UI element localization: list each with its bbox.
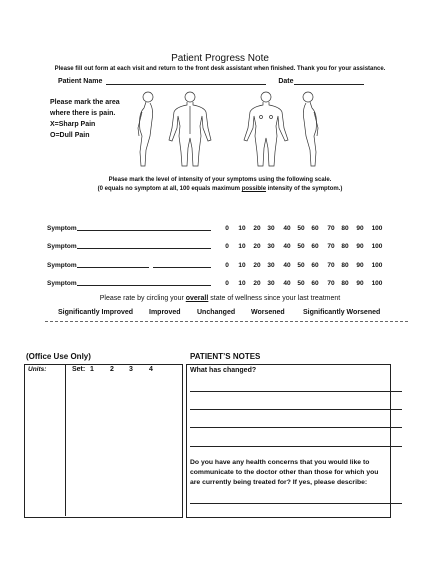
patient-notes-box: [186, 364, 391, 518]
wellness-option-worsened[interactable]: Worsened: [251, 309, 285, 316]
symptom-label: Symptom: [47, 225, 77, 232]
symptom-field[interactable]: [77, 248, 211, 249]
office-use-heading: (Office Use Only): [26, 352, 91, 361]
scale-definition-underline: possible: [241, 186, 267, 192]
scale-value[interactable]: 20: [253, 225, 261, 232]
scale-value[interactable]: 30: [267, 243, 275, 250]
scale-value[interactable]: 60: [311, 243, 319, 250]
symptom-label: Symptom: [47, 243, 77, 250]
units-label: Units:: [28, 366, 47, 373]
symptom-field[interactable]: [77, 285, 211, 286]
scale-definition: [0, 186, 440, 192]
scale-value[interactable]: 20: [253, 243, 261, 250]
notes-line[interactable]: [190, 446, 402, 447]
scale-value[interactable]: 40: [283, 243, 291, 250]
section-separator: [45, 321, 408, 322]
notes-line[interactable]: [190, 391, 402, 392]
scale-value[interactable]: 100: [371, 280, 383, 287]
scale-value[interactable]: 20: [253, 262, 261, 269]
patient-info-row: [58, 77, 364, 85]
form-instructions: Please fill out form at each visit and return to the front desk assistant when finished. Thank you for your assistance.: [54, 66, 386, 72]
scale-value[interactable]: 20: [253, 280, 261, 287]
notes-line[interactable]: [190, 427, 402, 428]
mark-line: where there is pain.: [50, 110, 116, 117]
scale-value[interactable]: 70: [327, 243, 335, 250]
patient-name-label: Patient Name: [58, 78, 103, 85]
wellness-option-significantly-worsened[interactable]: Significantly Worsened: [303, 309, 381, 316]
scale-definition-post: intensity of the symptom.): [266, 186, 343, 192]
scale-value[interactable]: 10: [238, 262, 246, 269]
rate-underline: overall: [185, 295, 209, 302]
scale-value[interactable]: 50: [297, 225, 305, 232]
scale-value[interactable]: 100: [371, 243, 383, 250]
rate-pre: Please rate by circling your: [99, 295, 186, 302]
scale-value[interactable]: 80: [341, 225, 349, 232]
scale-value[interactable]: 0: [225, 243, 229, 250]
set-number[interactable]: 2: [110, 366, 114, 373]
scale-value[interactable]: 10: [238, 280, 246, 287]
symptom-label: Symptom: [47, 262, 77, 269]
wellness-instruction: [0, 295, 440, 302]
date-field[interactable]: [294, 77, 364, 85]
scale-value[interactable]: 70: [327, 225, 335, 232]
wellness-option-improved[interactable]: Improved: [149, 309, 181, 316]
form-title: Patient Progress Note: [171, 53, 269, 64]
scale-value[interactable]: 100: [371, 225, 383, 232]
scale-value[interactable]: 0: [225, 280, 229, 287]
wellness-option-significantly-improved[interactable]: Significantly Improved: [58, 309, 134, 316]
scale-definition-pre: (0 equals no symptom at all, 100 equals maximum: [97, 186, 242, 192]
office-use-box[interactable]: [24, 364, 183, 518]
scale-value[interactable]: 40: [283, 280, 291, 287]
rate-post: state of wellness since your last treatment: [208, 295, 341, 302]
body-figure-side-right: [303, 92, 318, 166]
symptom-field[interactable]: [77, 267, 149, 268]
symptom-row: [47, 259, 407, 269]
scale-value[interactable]: 0: [225, 262, 229, 269]
scale-value[interactable]: 40: [283, 225, 291, 232]
scale-value[interactable]: 40: [283, 262, 291, 269]
mark-line: O=Dull Pain: [50, 132, 90, 139]
symptom-field[interactable]: [153, 267, 211, 268]
symptom-row: [47, 277, 407, 287]
scale-value[interactable]: 10: [238, 243, 246, 250]
body-figure-side-left: [138, 92, 153, 166]
patient-notes-heading: PATIENT’S NOTES: [190, 352, 261, 361]
pain-mark-instructions: [50, 97, 120, 141]
patient-name-field[interactable]: [106, 77, 266, 85]
concerns-line[interactable]: [190, 503, 402, 504]
scale-value[interactable]: 90: [356, 225, 364, 232]
notes-line[interactable]: [190, 409, 402, 410]
scale-value[interactable]: 90: [356, 262, 364, 269]
symptom-row: [47, 240, 407, 250]
health-concerns-question: Do you have any health concerns that you would like to communicate to the doctor other than those for which you are currently being treated for? If yes, please describe:: [190, 459, 379, 486]
date-label: Date: [278, 78, 294, 85]
scale-value[interactable]: 70: [327, 280, 335, 287]
mark-line: X=Sharp Pain: [50, 121, 96, 128]
scale-value[interactable]: 30: [267, 280, 275, 287]
set-label: Set:: [72, 366, 86, 373]
scale-value[interactable]: 30: [267, 262, 275, 269]
scale-value[interactable]: 80: [341, 243, 349, 250]
scale-value[interactable]: 60: [311, 280, 319, 287]
set-number[interactable]: 3: [129, 366, 133, 373]
scale-value[interactable]: 90: [356, 243, 364, 250]
set-number[interactable]: 4: [149, 366, 153, 373]
scale-value[interactable]: 80: [341, 262, 349, 269]
scale-value[interactable]: 50: [297, 280, 305, 287]
symptom-row: [47, 222, 407, 232]
body-diagram[interactable]: [128, 90, 348, 170]
scale-value[interactable]: 0: [225, 225, 229, 232]
mark-line: Please mark the area: [50, 99, 120, 106]
scale-value[interactable]: 80: [341, 280, 349, 287]
scale-value[interactable]: 50: [297, 243, 305, 250]
scale-value[interactable]: 10: [238, 225, 246, 232]
scale-value[interactable]: 70: [327, 262, 335, 269]
scale-value[interactable]: 30: [267, 225, 275, 232]
scale-instruction: Please mark the level of intensity of your symptoms using the following scale.: [108, 177, 332, 183]
scale-value[interactable]: 60: [311, 262, 319, 269]
body-figure-back: [169, 92, 211, 166]
scale-value[interactable]: 100: [371, 262, 383, 269]
set-number[interactable]: 1: [90, 366, 94, 373]
office-use-divider: [65, 364, 66, 516]
symptom-field[interactable]: [77, 230, 211, 231]
what-changed-label: What has changed?: [190, 367, 257, 374]
scale-value[interactable]: 90: [356, 280, 364, 287]
wellness-option-unchanged[interactable]: Unchanged: [197, 309, 236, 316]
symptom-label: Symptom: [47, 280, 77, 287]
scale-value[interactable]: 60: [311, 225, 319, 232]
scale-value[interactable]: 50: [297, 262, 305, 269]
body-figure-front: [244, 92, 288, 166]
